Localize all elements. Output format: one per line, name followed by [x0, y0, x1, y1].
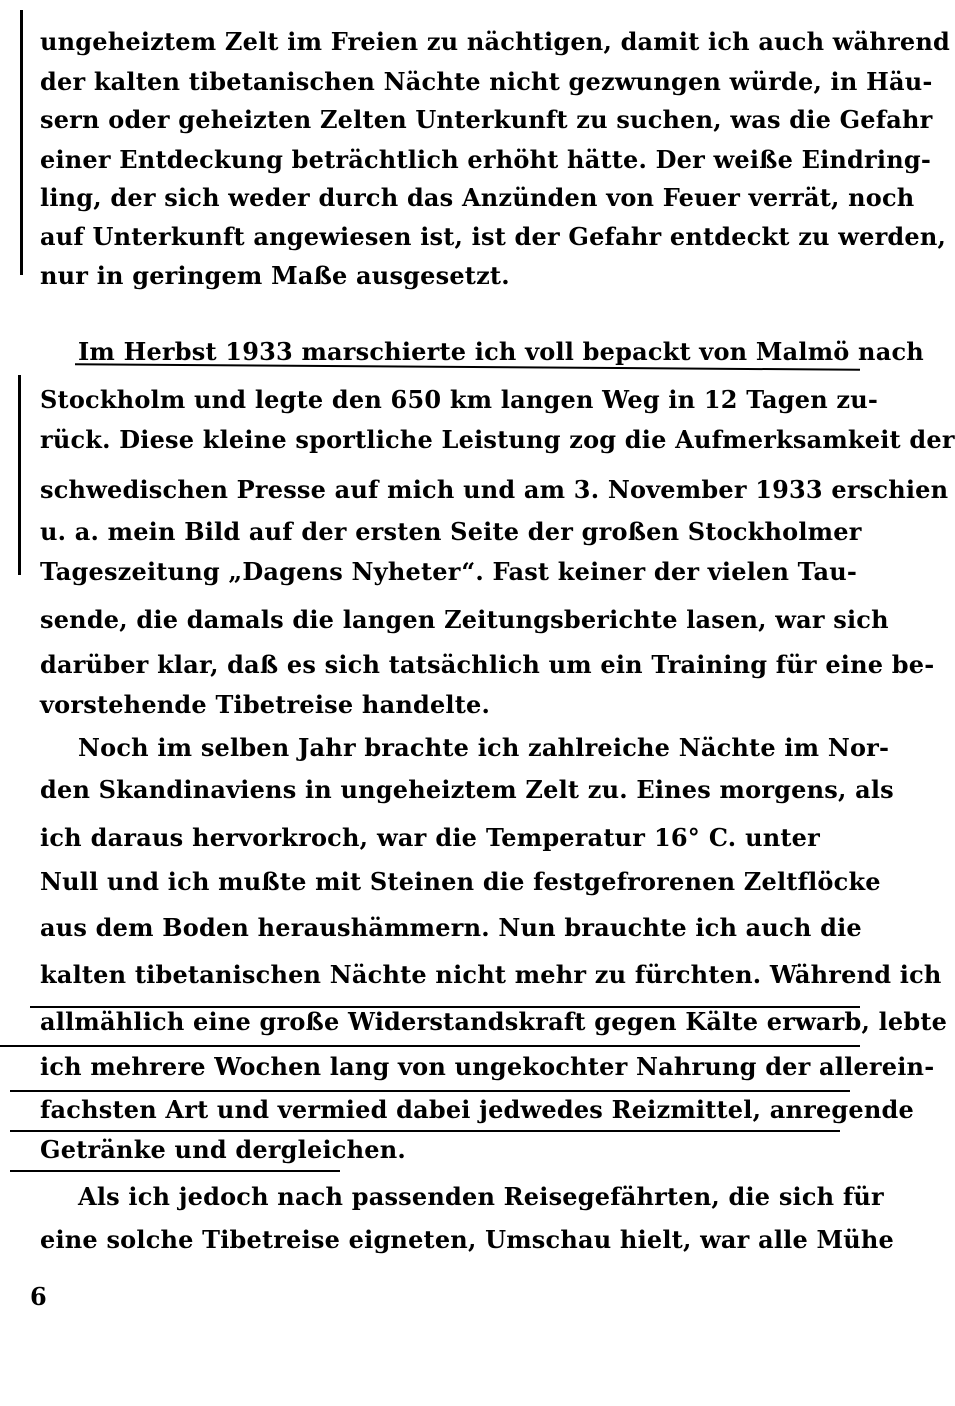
pencil-underline — [0, 1045, 860, 1047]
text-line: Im Herbst 1933 marschierte ich voll bepackt von Malmö nach — [78, 337, 924, 366]
margin-mark — [20, 10, 23, 275]
text-line: ich mehrere Wochen lang von ungekochter Nahrung der allerein- — [40, 1052, 935, 1081]
text-line: auf Unterkunft angewiesen ist, ist der Gefahr entdeckt zu werden, — [40, 222, 947, 251]
text-line: der kalten tibetanischen Nächte nicht gezwungen würde, in Häu- — [40, 67, 933, 96]
text-line: aus dem Boden heraushämmern. Nun brauchte ich auch die — [40, 913, 862, 942]
text-line: nur in geringem Maße ausgesetzt. — [40, 261, 510, 290]
text-line: Als ich jedoch nach passenden Reisegefährten, die sich für — [78, 1182, 884, 1211]
text-line: schwedischen Presse auf mich und am 3. November 1933 erschien — [40, 475, 949, 504]
text-line: sende, die damals die langen Zeitungsberichte lasen, war sich — [40, 605, 889, 634]
text-line: allmählich eine große Widerstandskraft gegen Kälte erwarb, lebte — [40, 1007, 948, 1036]
text-line: Stockholm und legte den 650 km langen Weg in 12 Tagen zu- — [40, 385, 879, 414]
text-line: ich daraus hervorkroch, war die Temperatur 16° C. unter — [40, 823, 820, 852]
pencil-underline — [10, 1130, 840, 1132]
text-line: vorstehende Tibetreise handelte. — [40, 690, 491, 719]
text-line: ling, der sich weder durch das Anzünden von Feuer verrät, noch — [40, 183, 915, 212]
pencil-underline — [10, 1090, 850, 1092]
text-line: eine solche Tibetreise eigneten, Umschau hielt, war alle Mühe — [40, 1225, 895, 1254]
text-line: rück. Diese kleine sportliche Leistung zog die Aufmerksamkeit der — [40, 425, 955, 454]
text-line: einer Entdeckung beträchtlich erhöht hätte. Der weiße Eindring- — [40, 145, 931, 174]
text-line: Noch im selben Jahr brachte ich zahlreiche Nächte im Nor- — [78, 733, 890, 762]
text-line: sern oder geheizten Zelten Unterkunft zu suchen, was die Gefahr — [40, 105, 933, 134]
pencil-underline — [10, 1170, 340, 1172]
margin-mark — [18, 375, 21, 575]
text-line: u. a. mein Bild auf der ersten Seite der großen Stockholmer — [40, 517, 862, 546]
text-line: ungeheiztem Zelt im Freien zu nächtigen, damit ich auch während — [40, 27, 951, 56]
text-line: den Skandinaviens in ungeheiztem Zelt zu. Eines morgens, als — [40, 775, 894, 804]
text-line: Null und ich mußte mit Steinen die festgefrorenen Zeltflöcke — [40, 867, 881, 896]
text-line: fachsten Art und vermied dabei jedwedes Reizmittel, anregende — [40, 1095, 914, 1124]
text-line: Getränke und dergleichen. — [40, 1135, 406, 1164]
text-line: Tageszeitung „Dagens Nyheter“. Fast keiner der vielen Tau- — [40, 557, 858, 586]
text-line: darüber klar, daß es sich tatsächlich um ein Training für eine be- — [40, 650, 935, 679]
page-number: 6 — [30, 1282, 47, 1311]
text-line: kalten tibetanischen Nächte nicht mehr zu fürchten. Während ich — [40, 960, 942, 989]
